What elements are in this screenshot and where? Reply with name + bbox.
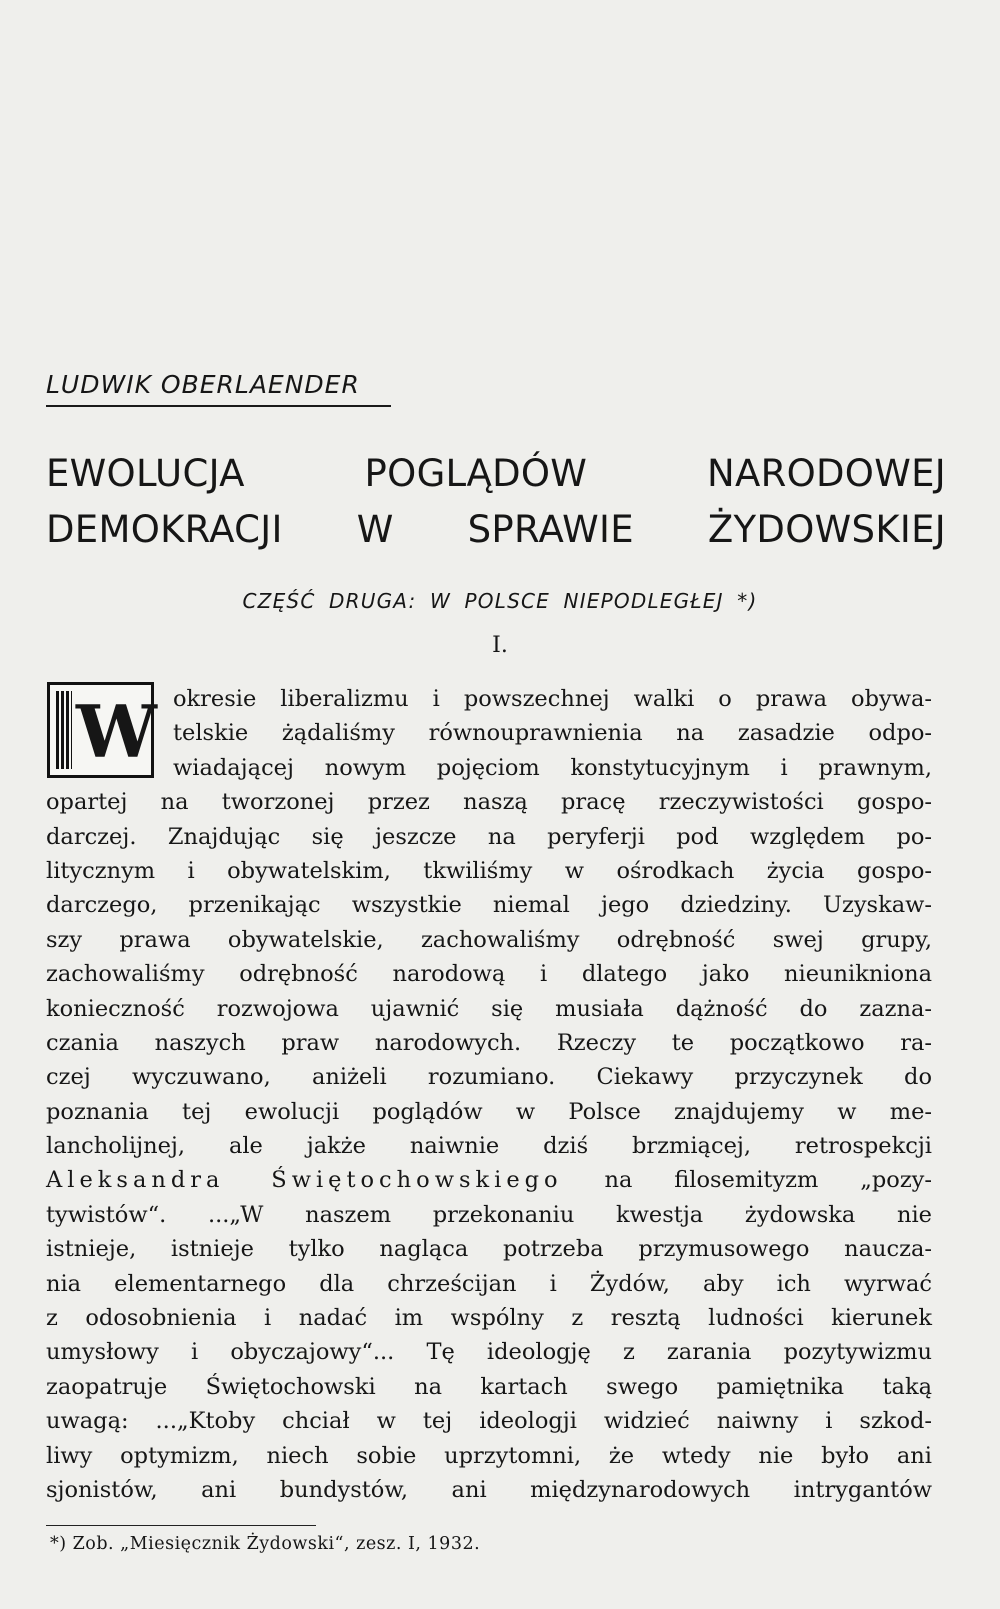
text-line: konieczność rozwojowa ujawnić się musiała dążność do zazna- bbox=[46, 995, 932, 1022]
text-line: opartej na tworzonej przez naszą pracę rzeczywistości gospo- bbox=[46, 789, 932, 816]
text-line: umysłowy i obyczajowy“... Tę ideologję z zarania pozytywizmu bbox=[46, 1339, 932, 1366]
spaced-name: Aleksandra Świętochowskiego bbox=[46, 1167, 563, 1194]
footnote: *) Zob. „Miesięcznik Żydowski“, zesz. I, 1932. bbox=[50, 1534, 481, 1554]
text-line: lancholijnej, ale jakże naiwnie dziś brzmiącej, retrospekcji bbox=[46, 1133, 932, 1160]
text-line: czej wyczuwano, aniżeli rozumiano. Ciekawy przyczynek do bbox=[46, 1064, 932, 1091]
text-line: z odosobnienia i nadać im wspólny z resztą ludności kierunek bbox=[46, 1305, 932, 1332]
text-line: zaopatruje Świętochowski na kartach swego pamiętnika taką bbox=[46, 1373, 932, 1400]
text-line: darczego, przenikając wszystkie niemal jego dziedziny. Uzyskaw- bbox=[46, 892, 932, 919]
text-line bbox=[46, 1163, 932, 1197]
text-line: szy prawa obywatelskie, zachowaliśmy odrębność swej grupy, bbox=[46, 926, 932, 953]
text-line: poznania tej ewolucji poglądów w Polsce znajdujemy w me- bbox=[46, 1098, 932, 1125]
section-number: I. bbox=[492, 633, 508, 658]
text-fragment: na filosemityzm „pozy- bbox=[604, 1167, 932, 1194]
text-line: uwagą: ...„Ktoby chciał w tej ideologji widzieć naiwny i szkod- bbox=[46, 1408, 932, 1435]
text-line: zachowaliśmy odrębność narodową i dlatego jako nieunikniona bbox=[46, 961, 932, 988]
text-line: litycznym i obywatelskim, tkwiliśmy w ośrodkach życia gospo- bbox=[46, 857, 932, 884]
footnote-divider bbox=[46, 1525, 316, 1526]
author-name: LUDWIK OBERLAENDER bbox=[46, 370, 391, 407]
body-paragraph bbox=[46, 682, 932, 1507]
text-line: nia elementarnego dla chrześcijan i Żydów, aby ich wyrwać bbox=[46, 1270, 932, 1297]
text-line: wiadającej nowym pojęciom konstytucyjnym i prawnym, bbox=[173, 754, 932, 781]
text-line: telskie żądaliśmy równouprawnienia na zasadzie odpo- bbox=[173, 720, 932, 747]
text-line: istnieje, istnieje tylko nagląca potrzeba przymusowego naucza- bbox=[46, 1236, 932, 1263]
text-line: liwy optymizm, niech sobie uprzytomni, że wtedy nie było ani bbox=[46, 1442, 932, 1469]
text-line: sjonistów, ani bundystów, ani międzynarodowych intrygantów bbox=[46, 1476, 932, 1503]
title-line-1: EWOLUCJA POGLĄDÓW NARODOWEJ bbox=[46, 452, 946, 495]
article-subtitle: CZĘŚĆ DRUGA: W POLSCE NIEPODLEGŁEJ *) bbox=[242, 589, 758, 613]
title-line-2: DEMOKRACJI W SPRAWIE ŻYDOWSKIEJ bbox=[46, 508, 946, 551]
text-line: darczej. Znajdując się jeszcze na peryferji pod względem po- bbox=[46, 823, 932, 850]
drop-cap-letter: W bbox=[76, 689, 157, 774]
text-line: tywistów“. ...„W naszem przekonaniu kwestja żydowska nie bbox=[46, 1201, 932, 1228]
text-line: okresie liberalizmu i powszechnej walki o prawa obywa- bbox=[173, 686, 932, 712]
text-line: czania naszych praw narodowych. Rzeczy te początkowo ra- bbox=[46, 1029, 932, 1056]
article-title bbox=[46, 446, 946, 558]
